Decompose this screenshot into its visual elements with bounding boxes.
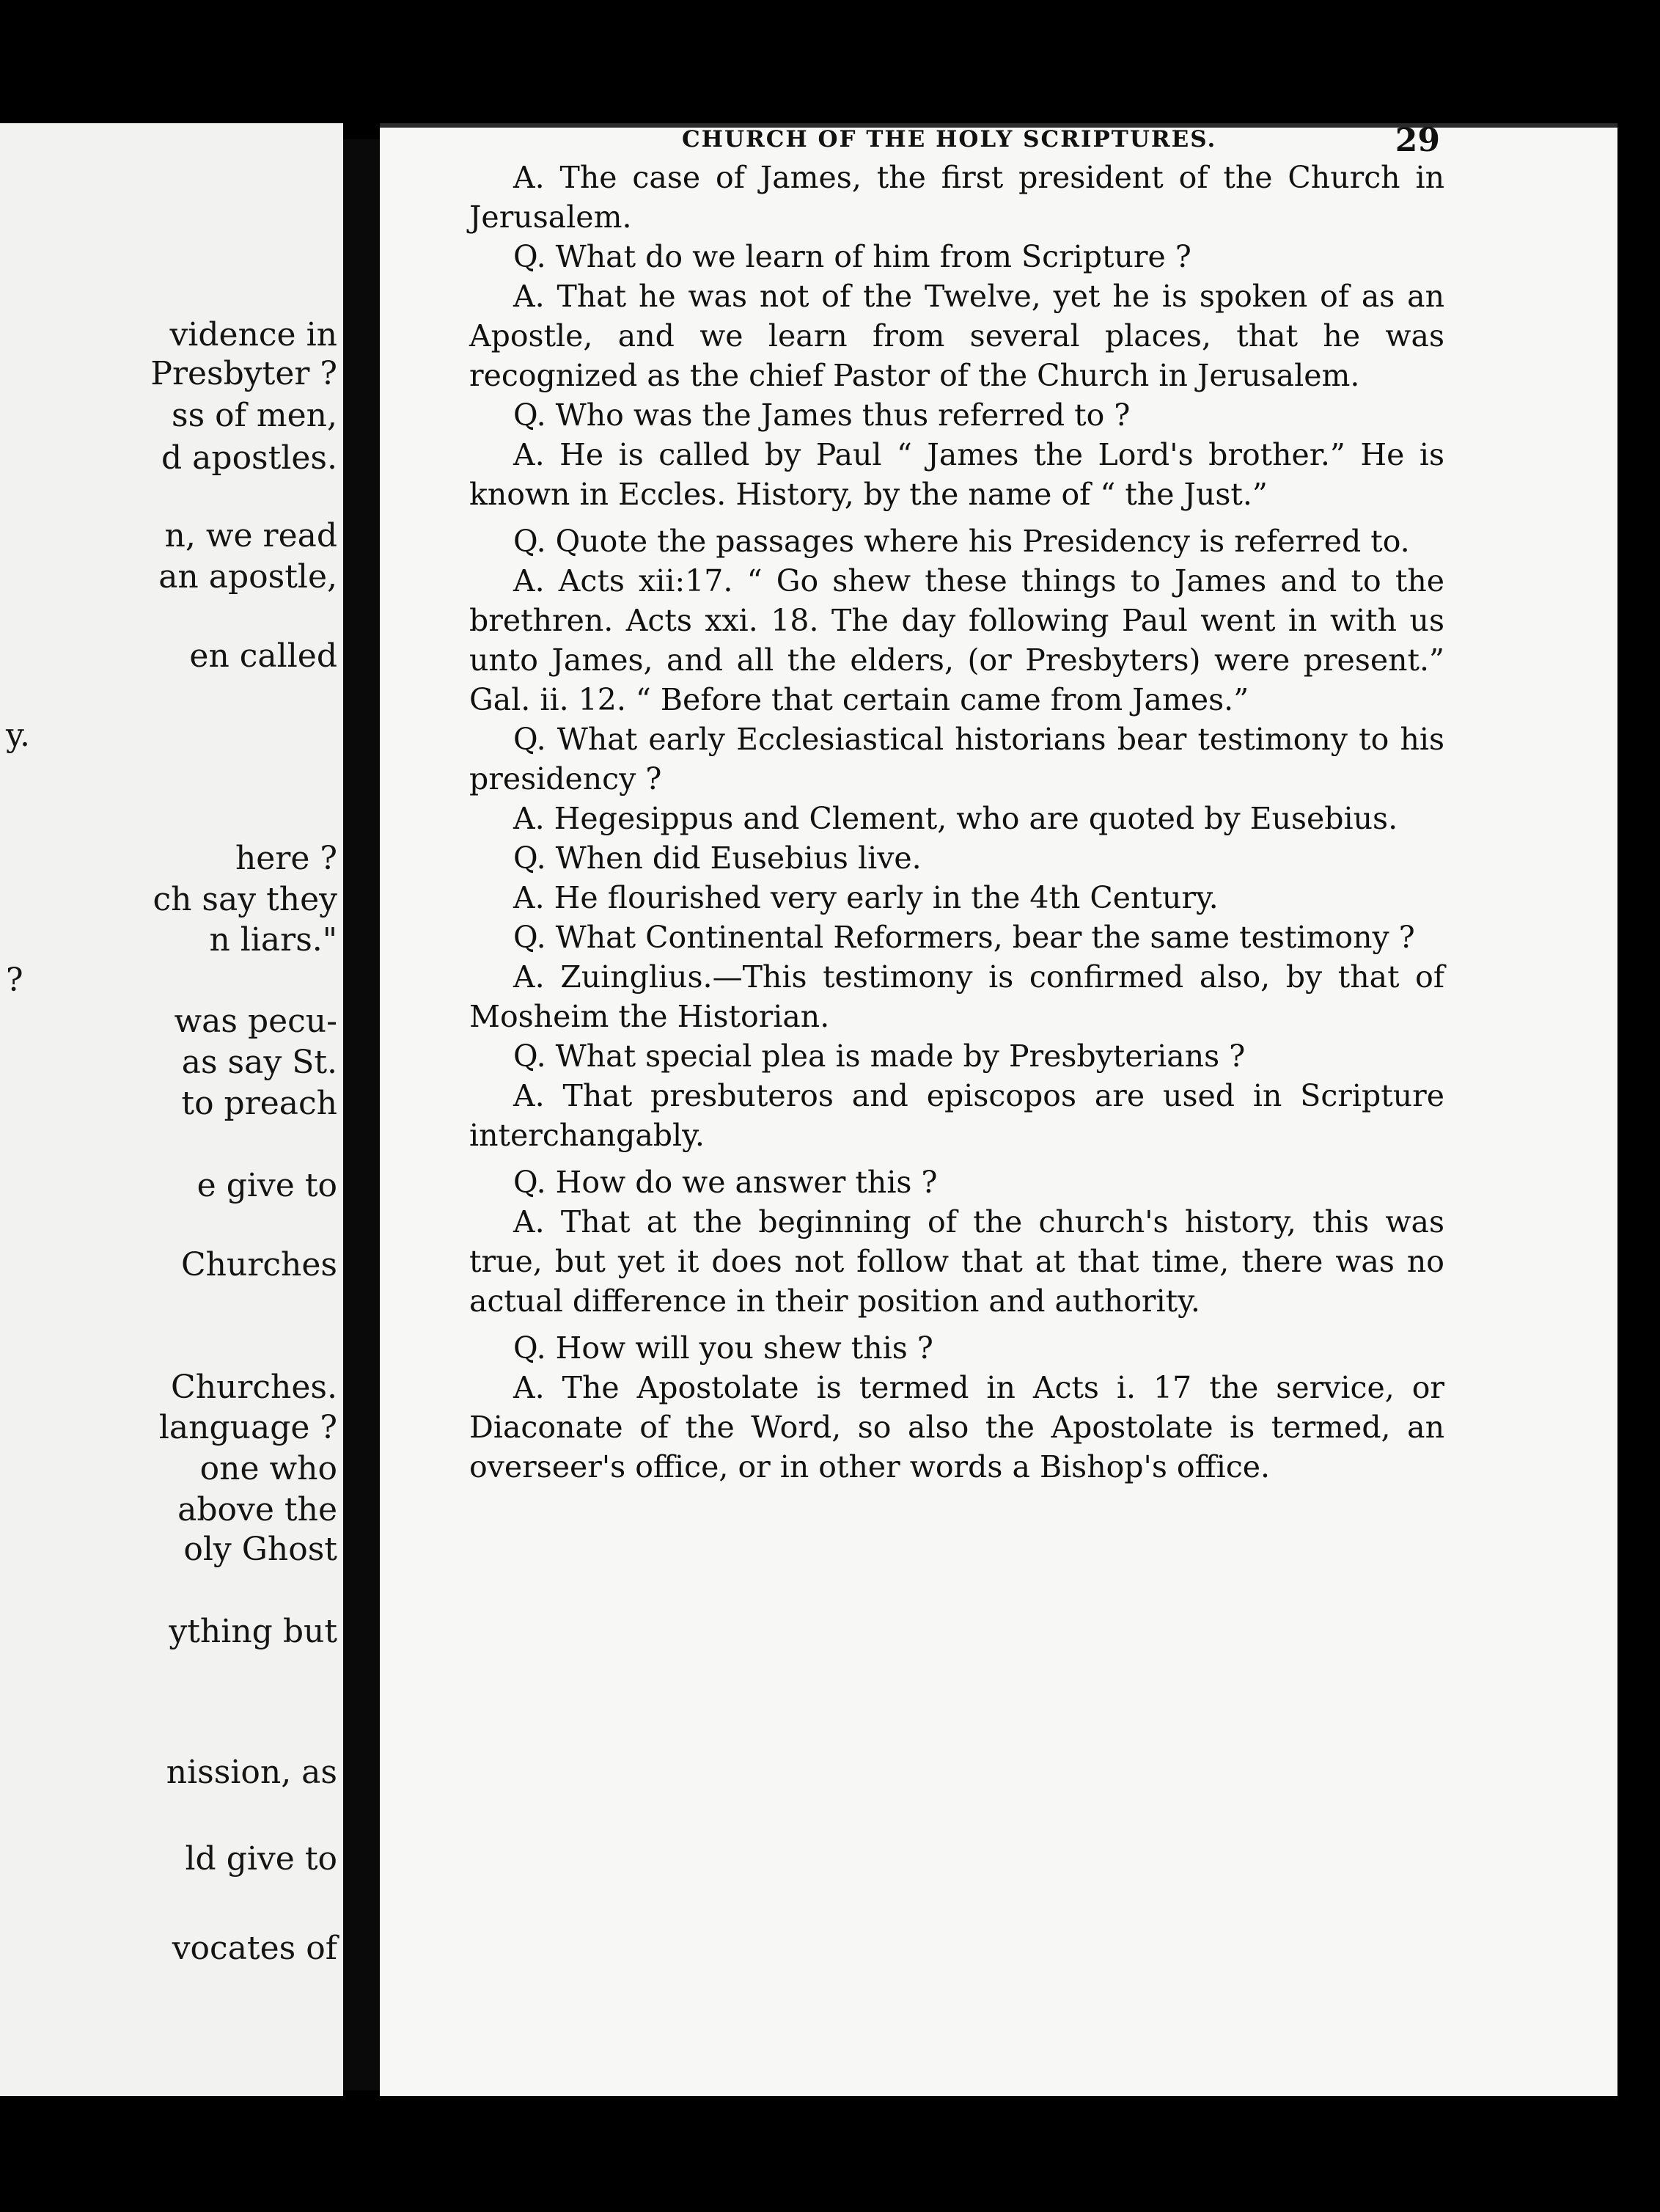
left-line: to preach — [181, 1085, 337, 1122]
left-line: one who — [199, 1450, 337, 1487]
body-text — [469, 158, 1444, 1487]
answer-paragraph: A. Acts xii:17. “ Go shew these things to James and to the brethren. Acts xxi. 18. The day following Paul went in with us unto James, and all the elders, (or Presbyters) were present.” Gal. ii. 12. “ Before that certain came from James.” — [469, 563, 1444, 717]
left-line: as say St. — [181, 1044, 337, 1081]
left-line: Presbyter ? — [150, 355, 337, 392]
left-line: was pecu- — [174, 1003, 337, 1040]
left-line: an apostle, — [158, 558, 337, 596]
question-paragraph: Q. When did Eusebius live. — [513, 841, 922, 876]
answer-paragraph: A. That he was not of the Twelve, yet he is spoken of as an Apostle, and we learn from several places, that he was recognized as the chief Pastor of the Church in Jerusalem. — [469, 279, 1444, 393]
left-line: n, we read — [164, 517, 337, 554]
left-line: ything but — [169, 1613, 337, 1650]
book-gutter — [343, 139, 380, 2090]
left-line: ? — [6, 962, 23, 999]
answer-paragraph: A. He is called by Paul “ James the Lord's brother.” He is known in Eccles. History, by the name of “ the Just.” — [469, 437, 1444, 512]
answer-paragraph: A. The Apostolate is termed in Acts i. 17 the service, or Diaconate of the Word, so also the Apostolate is termed, an overseer's office, or in other words a Bishop's office. — [469, 1370, 1444, 1484]
answer-paragraph: A. Hegesippus and Clement, who are quoted by Eusebius. — [513, 801, 1398, 836]
left-line: Churches. — [171, 1369, 337, 1406]
left-line: here ? — [235, 840, 337, 877]
left-facing-page — [0, 123, 343, 2096]
answer-paragraph: A. That at the beginning of the church's history, this was true, but yet it does not follow that at that time, there was no actual difference in their position and authority. — [469, 1204, 1444, 1319]
question-paragraph: Q. What do we learn of him from Scripture ? — [513, 239, 1191, 274]
question-paragraph: Q. Quote the passages where his Presidency is referred to. — [513, 524, 1410, 559]
question-paragraph: Q. How will you shew this ? — [513, 1330, 933, 1366]
page-number: 29 — [1395, 122, 1440, 159]
running-head-title: CHURCH OF THE HOLY SCRIPTURES. — [682, 126, 1217, 153]
left-line: vidence in — [169, 316, 337, 354]
answer-paragraph: A. That presbuteros and episcopos are used in Scripture interchangably. — [469, 1078, 1444, 1153]
left-line: ss of men, — [172, 397, 337, 434]
running-head — [301, 126, 1364, 153]
question-paragraph: Q. Who was the James thus referred to ? — [513, 398, 1131, 433]
left-line: y. — [6, 717, 30, 754]
left-line: language ? — [158, 1409, 337, 1446]
left-line: Churches — [181, 1246, 337, 1283]
left-line: en called — [189, 637, 337, 675]
left-line: above the — [177, 1491, 337, 1528]
left-line: n liars." — [209, 921, 337, 959]
left-line: vocates of — [172, 1930, 337, 1967]
left-line: d apostles. — [161, 439, 337, 477]
answer-paragraph: A. He flourished very early in the 4th Century. — [513, 880, 1219, 915]
question-paragraph: Q. What early Ecclesiastical historians bear testimony to his presidency ? — [469, 722, 1444, 796]
question-paragraph: Q. How do we answer this ? — [513, 1165, 938, 1200]
left-line: oly Ghost — [183, 1531, 337, 1568]
answer-paragraph: A. The case of James, the first president of the Church in Jerusalem. — [469, 160, 1444, 235]
answer-paragraph: A. Zuinglius.—This testimony is confirmed also, by that of Mosheim the Historian. — [469, 959, 1444, 1034]
left-line: ld give to — [185, 1840, 337, 1878]
question-paragraph: Q. What special plea is made by Presbyterians ? — [513, 1039, 1246, 1074]
left-line: ch say they — [153, 881, 337, 918]
left-line: e give to — [197, 1167, 337, 1204]
question-paragraph: Q. What Continental Reformers, bear the same testimony ? — [513, 920, 1415, 955]
left-line: nission, as — [166, 1754, 337, 1791]
